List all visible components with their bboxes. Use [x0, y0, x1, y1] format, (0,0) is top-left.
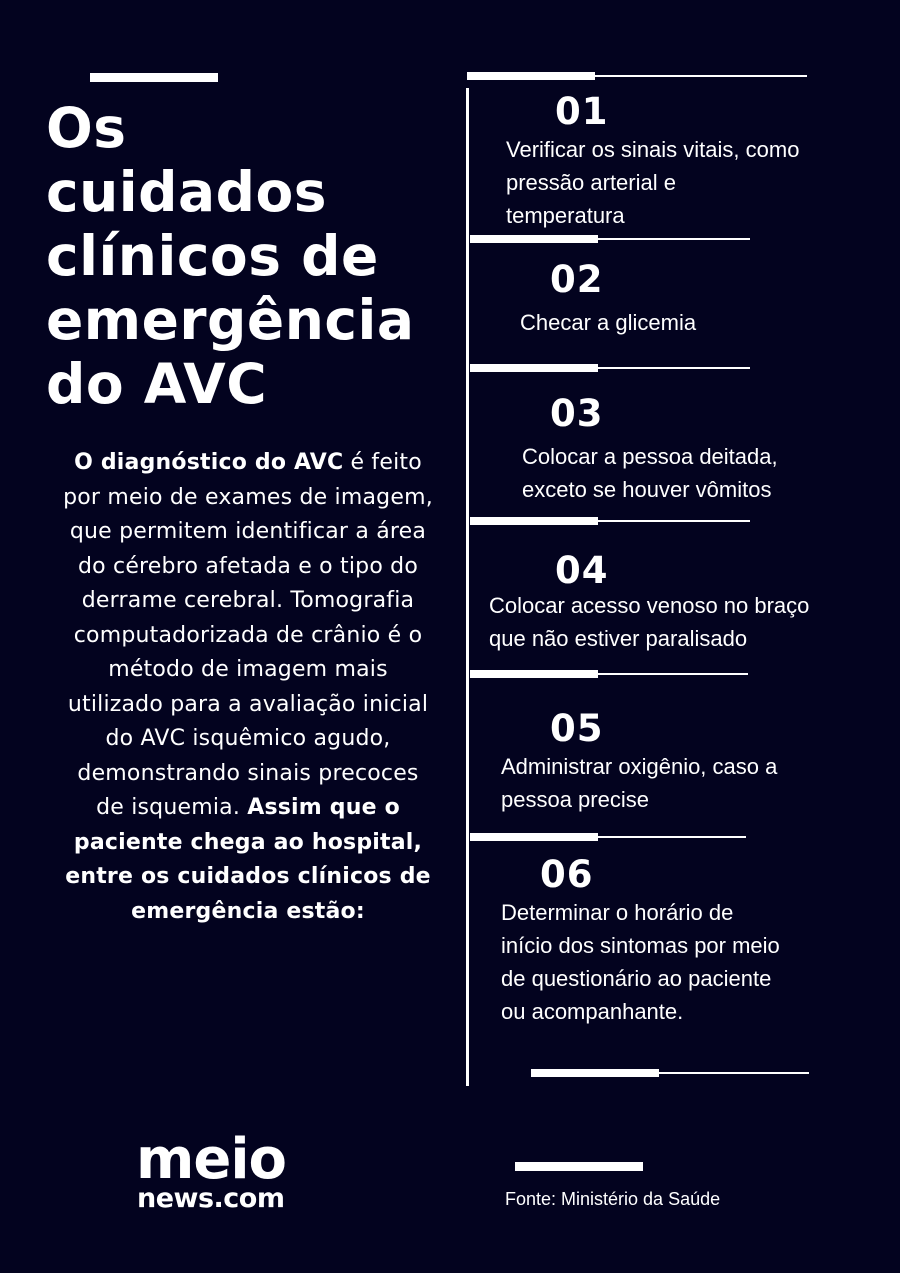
source-text: Fonte: Ministério da Saúde [505, 1189, 721, 1209]
separator-2 [470, 367, 750, 369]
separator-5 [470, 836, 746, 838]
source-accent-bar [515, 1162, 643, 1171]
step-number-01: 01 [555, 90, 609, 133]
step-text-01: Verificar os sinais vitais, como pressão arterial e temperatura [506, 137, 800, 228]
intro-bold-lead: O diagnóstico do AVC [74, 450, 344, 475]
step-number-06: 06 [540, 853, 594, 896]
separator-1 [470, 238, 750, 240]
step-text-04: Colocar acesso venoso no braço que não estiver paralisado [489, 593, 810, 651]
separator-4 [470, 673, 748, 675]
intro-bold-tail: Assim que o paciente chega ao hospital, entre os cuidados clínicos de emergência estão: [65, 795, 431, 924]
step-number-02: 02 [550, 258, 604, 301]
separator-3 [470, 520, 750, 522]
step-number-05: 05 [550, 707, 604, 750]
logo-news: news.com [137, 1183, 285, 1214]
page-title: Os cuidados clínicos de emergência do AVC [46, 96, 415, 416]
timeline-line [466, 88, 469, 1086]
step-text-02: Checar a glicemia [520, 310, 697, 335]
step-text-06: Determinar o horário de início dos sintomas por meio de questionário ao paciente ou acompanhante. [501, 900, 780, 1024]
step-text-05: Administrar oxigênio, caso a pessoa precise [501, 754, 778, 812]
step-number-04: 04 [555, 549, 609, 592]
separator-bottom [531, 1072, 809, 1074]
step-text-03: Colocar a pessoa deitada, exceto se houver vômitos [522, 444, 778, 502]
logo-meio: meio [136, 1127, 286, 1192]
intro-paragraph [60, 446, 436, 929]
step-number-03: 03 [550, 392, 604, 435]
title-accent-bar [90, 73, 218, 82]
intro-body: é feito por meio de exames de imagem, que permitem identificar a área do cérebro afetada e o tipo do derrame cerebral. Tomografia computadorizada de crânio é o método de imagem mais utilizado para a avaliação inicial do AVC isquêmico agudo, demonstrando sinais precoces de isquemia. [63, 450, 433, 820]
separator-top [467, 75, 807, 77]
